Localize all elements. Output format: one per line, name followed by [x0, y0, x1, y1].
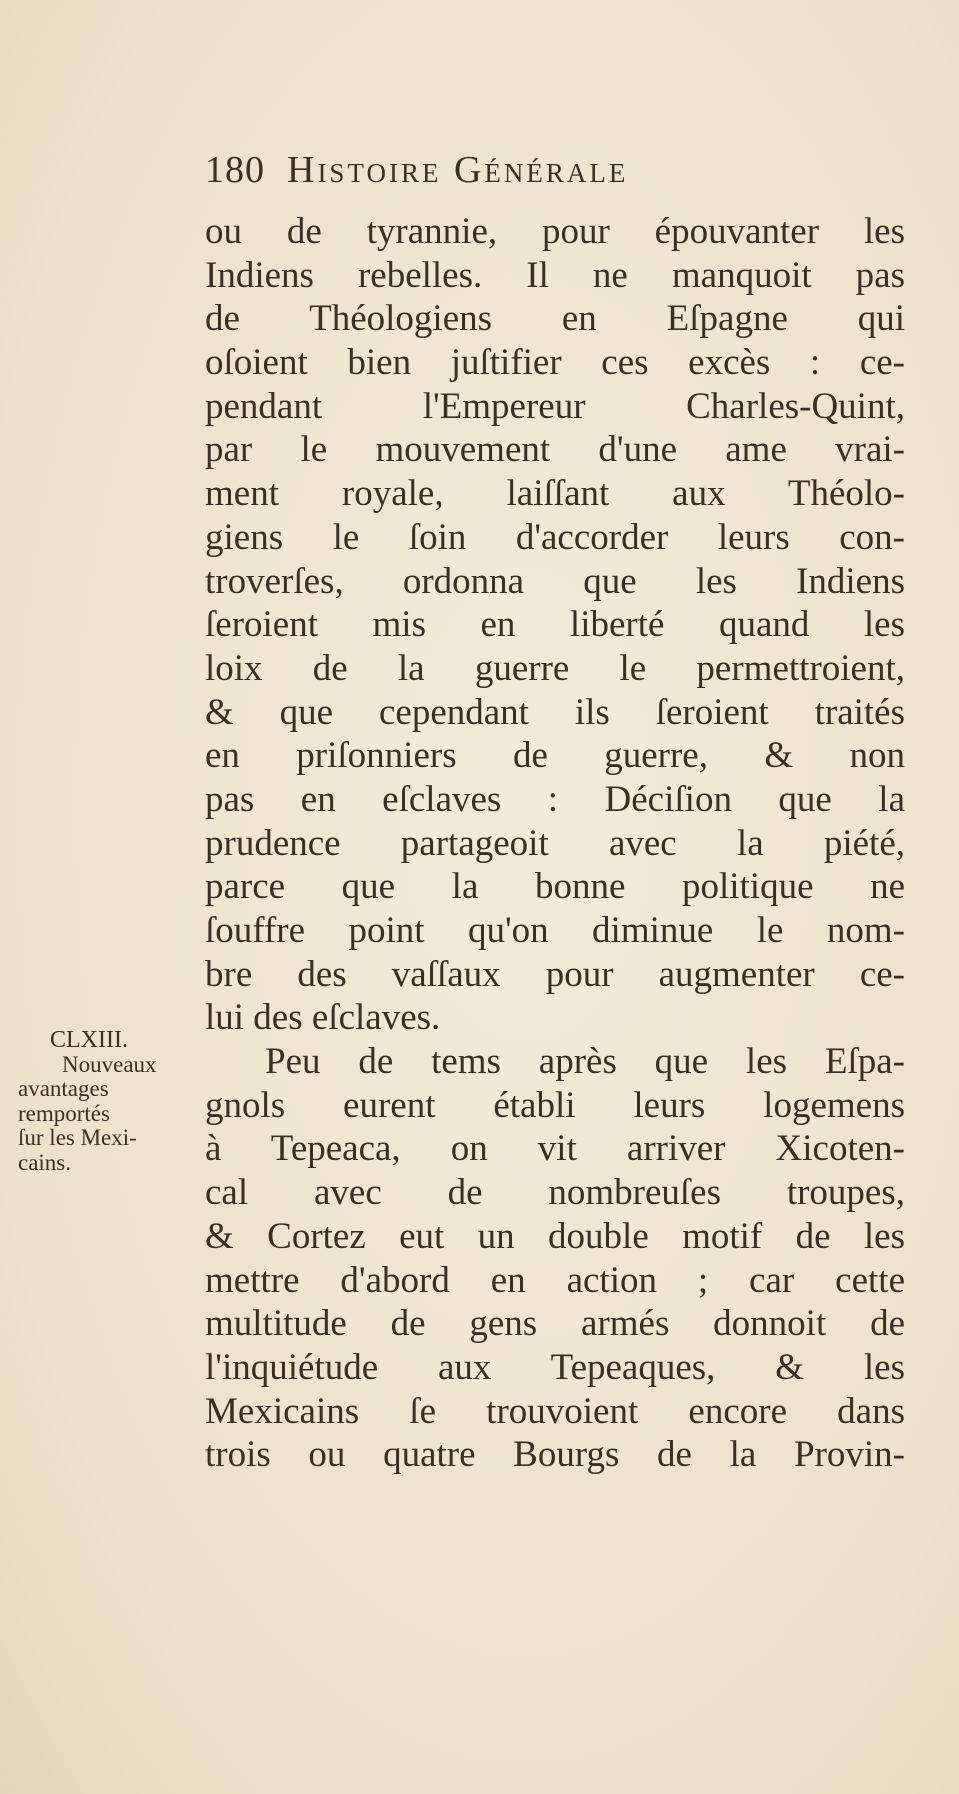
text-line: parce que la bonne politique ne — [205, 866, 905, 908]
text-line: ſouffre point qu'on diminue le nom- — [205, 910, 905, 951]
text-line: ſeroient mis en liberté quand les — [205, 604, 905, 646]
text-line: ou de tyrannie, pour épouvanter les — [205, 211, 905, 252]
text-line: Mexicains ſe trouvoient encore dans — [205, 1390, 905, 1432]
margin-note-line: avantages — [18, 1076, 109, 1101]
margin-note-section-number: CLXIII. — [50, 1027, 128, 1053]
margin-note-line: remportés — [18, 1100, 110, 1126]
text-line: lui des eſclaves. — [205, 997, 441, 1039]
text-line: Indiens rebelles. Il ne manquoit pas — [205, 254, 905, 296]
text-line: l'inquiétude aux Tepeaques, & les — [205, 1346, 905, 1388]
text-line: troverſes, ordonna que les Indiens — [205, 560, 905, 602]
text-line: loix de la guerre le permettroient, — [205, 647, 905, 689]
text-line: en priſonniers de guerre, & non — [205, 735, 905, 777]
body-text — [205, 210, 905, 1477]
page-number: 180 — [205, 149, 265, 191]
text-line: prudence partageoit avec la piété, — [205, 822, 905, 864]
text-line: trois ou quatre Bourgs de la Provin- — [205, 1434, 905, 1476]
text-line: pendant l'Empereur Charles-Quint, — [205, 385, 905, 427]
running-header — [205, 148, 905, 192]
margin-note-line: Nouveaux — [62, 1051, 157, 1077]
running-title: Histoire Générale — [287, 149, 629, 191]
text-line: & Cortez eut un double motif de les — [205, 1215, 905, 1257]
text-line: ment royale, laiſſant aux Théolo- — [205, 473, 905, 515]
margin-note-line: cains. — [18, 1149, 72, 1175]
text-line: multitude de gens armés donnoit de — [205, 1303, 905, 1345]
margin-note — [18, 1028, 198, 1175]
text-line: gnols eurent établi leurs logemens — [205, 1084, 905, 1126]
text-line: mettre d'abord en action ; car cette — [205, 1259, 905, 1301]
text-line: cal avec de nombreuſes troupes, — [205, 1172, 905, 1214]
margin-note-line: ſur les Mexi- — [18, 1125, 137, 1150]
text-line: par le mouvement d'une ame vrai- — [205, 429, 905, 471]
text-line: à Tepeaca, on vit arriver Xicoten- — [205, 1128, 905, 1170]
text-line: giens le ſoin d'accorder leurs con- — [205, 516, 905, 558]
text-line: Peu de tems après que les Eſpa- — [265, 1041, 905, 1083]
text-line: de Théologiens en Eſpagne qui — [205, 298, 905, 340]
text-line: pas en eſclaves : Déciſion que la — [205, 778, 905, 820]
text-line: oſoient bien juſtifier ces excès : ce- — [205, 342, 905, 384]
text-line: bre des vaſſaux pour augmenter ce- — [205, 953, 905, 995]
text-line: & que cependant ils ſeroient traités — [205, 691, 905, 733]
